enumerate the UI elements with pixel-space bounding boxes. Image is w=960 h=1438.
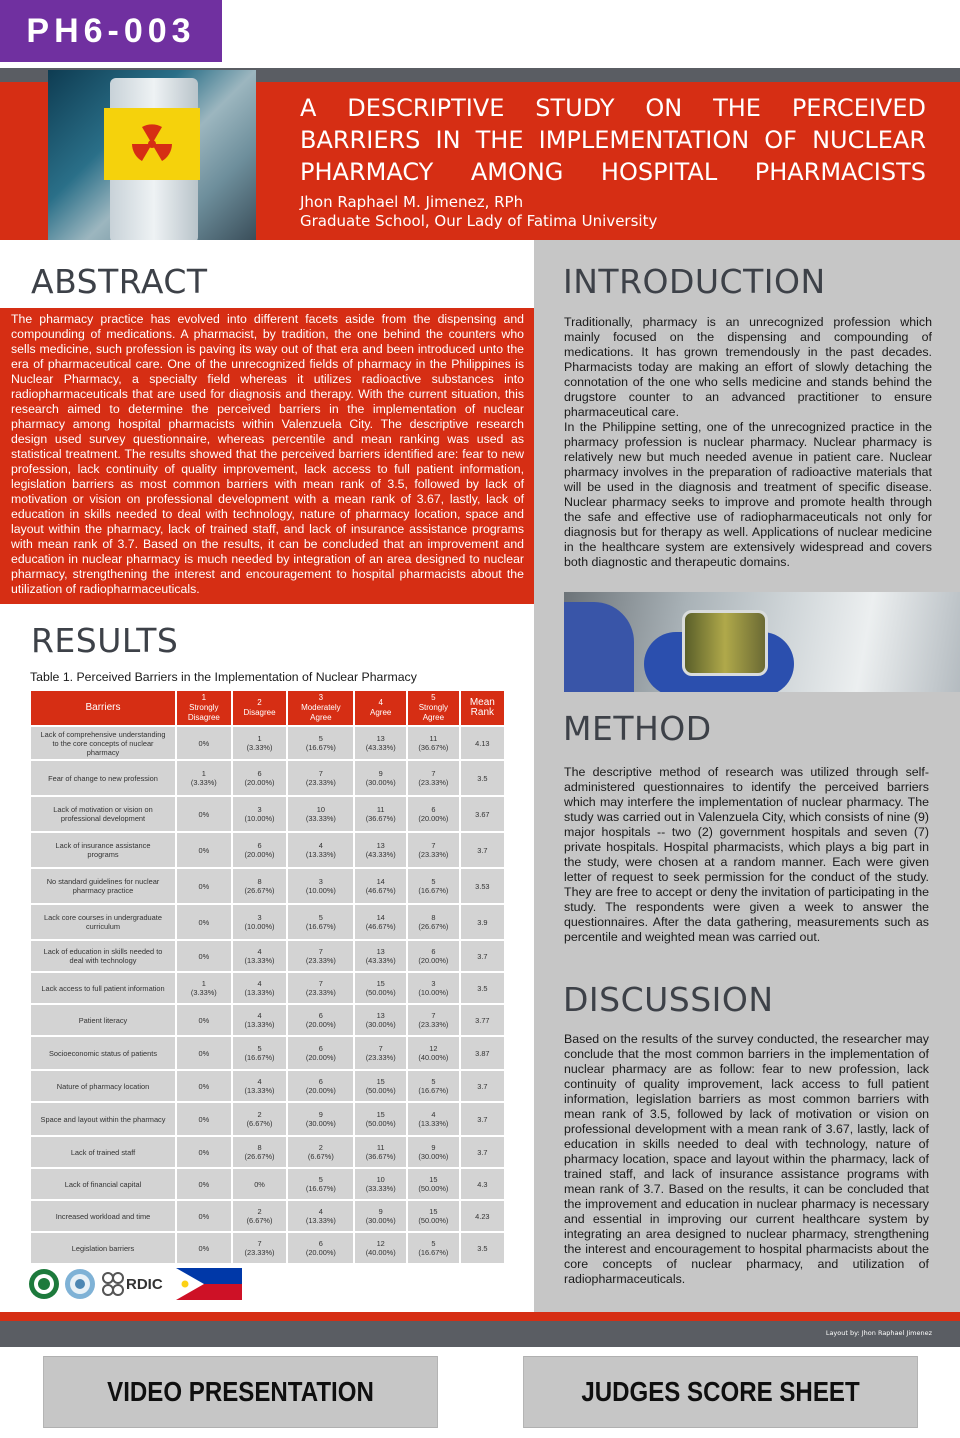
table-row	[31, 869, 504, 903]
barrier-name-cell: Increased workload and time	[31, 1201, 175, 1231]
response-cell: 0%	[177, 1005, 231, 1035]
table-row	[31, 1137, 504, 1167]
mean-rank-cell: 3.5	[461, 1233, 504, 1263]
response-cell: 1 (3.33%)	[177, 973, 231, 1003]
response-cell: 5 (16.67%)	[408, 1233, 459, 1263]
response-cell: 9 (30.00%)	[408, 1137, 459, 1167]
barrier-name-cell: Lack of education in skills needed to deal with technology	[31, 941, 175, 971]
method-text: The descriptive method of research was utilized through self-administered questionnaires to identify the perceived barriers which may interfere the implementation of nuclear pharmacy. The study was carried out in Valenzuela City, which consists of nine (9) major hospitals -- two (2) government hospitals and seven (7) private hospitals. Hospital pharmacists, which plays a big part in the study, were chosen at a random manner. Each were given letter of request to seek permission for the conduct of the study. They are free to accept or deny the invitation of participating in the study. The respondents were given a week to answer the questionnaires. After the data gathering, measurements such as percentile and weighted mean was carried out.	[564, 765, 929, 944]
header-col-6: Mean Rank	[461, 691, 504, 725]
table-body	[31, 727, 504, 1263]
header-col-3: 3 Moderately Agree	[288, 691, 353, 725]
barrier-name-cell: Lack access to full patient information	[31, 973, 175, 1003]
response-cell: 0%	[177, 1103, 231, 1135]
mean-rank-cell: 3.77	[461, 1005, 504, 1035]
response-cell: 3 (10.00%)	[233, 905, 287, 939]
mean-rank-cell: 3.7	[461, 833, 504, 867]
response-cell: 4 (13.33%)	[288, 833, 353, 867]
mean-rank-cell: 3.7	[461, 941, 504, 971]
barrier-name-cell: Patient literacy	[31, 1005, 175, 1035]
abstract-text: The pharmacy practice has evolved into different facets aside from the dispensing and compounding of medications. A pharmacist, by tradition, the one behind the counters who sells medicine, such profession is paving its way out of that era and been introduced unto the era of pharmaceutical care. One of the unrecognized fields of pharmacy in the Philippines is Nuclear Pharmacy, a specialty field whereas it utilizes radioactive substances into radiopharmaceuticals that are used for diagnosis and therapy. With the current situation, this research aimed to determine the perceived barriers in the implementation of nuclear pharmacy among hospital pharmacists within Valenzuela City. The descriptive research design used survey questionnaire, whereas percentile and mean ranking was used as statistical treatment. The results showed that the perceived barriers identified are: fear to new profession, lack continuity of quality improvement, lack access to full patient information, legislation barriers as most common barriers with mean rank of 3.5, followed by lack of motivation or vision on professional development with a mean rank of 3.67, lastly, lack of education in skills needed to deal with technology, nature of pharmacy location, space and layout within the pharmacy, lack of trained staff, and lack of insurance assistance programs with mean rank of 3.7. Based on the results, it can be concluded that an improvement and education in nuclear pharmacy is much needed by integration of an area designed to nuclear pharmacy, strengthening the interest and encouragement to hospital pharmacists about the utilization of radiopharmaceuticals.	[11, 312, 524, 596]
mean-rank-cell: 3.53	[461, 869, 504, 903]
results-table	[29, 689, 506, 1265]
discussion-heading: DISCUSSION	[563, 980, 774, 1019]
table-row	[31, 973, 504, 1003]
response-cell: 4 (13.33%)	[233, 941, 287, 971]
logo-strip	[28, 1266, 248, 1302]
table-row	[31, 905, 504, 939]
response-cell: 0%	[177, 941, 231, 971]
response-cell: 2 (6.67%)	[233, 1201, 287, 1231]
response-cell: 0%	[177, 905, 231, 939]
barrier-name-cell: Lack of motivation or vision on professional development	[31, 797, 175, 831]
table-row	[31, 1103, 504, 1135]
header-col-4: 4 Agree	[355, 691, 406, 725]
response-cell: 6 (20.00%)	[233, 761, 287, 795]
method-heading: METHOD	[563, 709, 712, 748]
table-caption: Table 1. Perceived Barriers in the Implementation of Nuclear Pharmacy	[30, 670, 417, 684]
philippine-flag-icon	[176, 1268, 242, 1300]
response-cell: 5 (16.67%)	[408, 869, 459, 903]
introduction-text: Traditionally, pharmacy is an unrecognized profession which mainly focused on the dispensing and compounding of medications. It has grown tremendously in the past decades. Pharmacists today are making an effort of slowly detaching the connotation of the one who sells medicine and stands behind the drugstore counter to an advanced practitioner to ensure pharmaceutical care. In the Philippine setting, one of the unrecognized practice in the pharmacy profession is nuclear pharmacy. Nuclear pharmacy is relatively new but much needed avenue in patient care. Nuclear pharmacy involves in the preparation of radioactive materials that will be used in the diagnosis and treatment of specific disease. Nuclear pharmacy seeks to improve and promote health through the safe and effective use of radiopharmaceuticals not only for diagnosis but for therapy as well. Applications of nuclear medicine in the healthcare system are extensively widespread and covers both diagnostic and therapeutic domains.	[564, 315, 932, 569]
response-cell: 8 (26.67%)	[233, 1137, 287, 1167]
response-cell: 6 (20.00%)	[408, 941, 459, 971]
response-cell: 4 (13.33%)	[288, 1201, 353, 1231]
footer-grey-bar	[0, 1321, 960, 1347]
results-heading: RESULTS	[31, 621, 179, 660]
table-row	[31, 833, 504, 867]
response-cell: 4 (13.33%)	[233, 1071, 287, 1101]
table-row	[31, 941, 504, 971]
response-cell: 0%	[177, 869, 231, 903]
table-row	[31, 761, 504, 795]
barrier-name-cell: Socioeconomic status of patients	[31, 1037, 175, 1069]
rdic-logo	[103, 1273, 163, 1295]
response-cell: 7 (23.33%)	[408, 1005, 459, 1035]
sponsor-logos	[28, 1266, 248, 1302]
response-cell: 7 (23.33%)	[408, 833, 459, 867]
response-cell: 4 (13.33%)	[233, 973, 287, 1003]
response-cell: 5 (16.67%)	[288, 727, 353, 759]
school-seal-logo	[29, 1269, 59, 1299]
mean-rank-cell: 3.87	[461, 1037, 504, 1069]
mean-rank-cell: 4.13	[461, 727, 504, 759]
response-cell: 0%	[233, 1169, 287, 1199]
response-cell: 11 (36.67%)	[355, 1137, 406, 1167]
table-row	[31, 1037, 504, 1069]
response-cell: 0%	[177, 1137, 231, 1167]
response-cell: 0%	[177, 727, 231, 759]
table-row	[31, 1169, 504, 1199]
response-cell: 0%	[177, 1169, 231, 1199]
barrier-name-cell: Fear of change to new profession	[31, 761, 175, 795]
response-cell: 6 (20.00%)	[288, 1233, 353, 1263]
response-cell: 12 (40.00%)	[355, 1233, 406, 1263]
response-cell: 13 (43.33%)	[355, 727, 406, 759]
response-cell: 6 (20.00%)	[408, 797, 459, 831]
response-cell: 2 (6.67%)	[233, 1103, 287, 1135]
response-cell: 0%	[177, 1233, 231, 1263]
response-cell: 9 (30.00%)	[355, 761, 406, 795]
response-cell: 0%	[177, 1201, 231, 1231]
poster-id: PH6-003	[26, 11, 196, 50]
author-name: Jhon Raphael M. Jimenez, RPh	[300, 193, 524, 211]
header-col-2: 2 Disagree	[233, 691, 287, 725]
discussion-text: Based on the results of the survey conducted, the researcher may conclude that the most common barriers in the implementation of nuclear pharmacy are as follow: fear to new profession, lack continuity of quality improvement, lack access to full patient information, legislation barriers as most common barriers with mean rank of 3.5, followed by lack of motivation or vision on professional development with a mean rank of 3.67, lastly, lack of education in skills needed to deal with technology, nature of pharmacy location, space and layout within the pharmacy, lack of trained staff, and lack of insurance assistance programs with mean rank of 3.7. Based on the results, it can be concluded that the improvement and education in nuclear pharmacy is necessary and essential in improving our current healthcare system by integrating an area designed to nuclear pharmacy, strengthening the interest and encouragement to hospital pharmacists about the core concepts of nuclear pharmacy, and utilization of radiopharmaceuticals.	[564, 1032, 929, 1286]
response-cell: 13 (30.00%)	[355, 1005, 406, 1035]
response-cell: 13 (43.33%)	[355, 941, 406, 971]
lab-vial-photo	[564, 592, 960, 692]
mean-rank-cell: 3.7	[461, 1137, 504, 1167]
response-cell: 15 (50.00%)	[355, 973, 406, 1003]
response-cell: 5 (16.67%)	[288, 1169, 353, 1199]
response-cell: 13 (43.33%)	[355, 833, 406, 867]
response-cell: 4 (13.33%)	[233, 1005, 287, 1035]
response-cell: 6 (20.00%)	[288, 1005, 353, 1035]
response-cell: 0%	[177, 1071, 231, 1101]
response-cell: 5 (16.67%)	[408, 1071, 459, 1101]
video-presentation-button[interactable]: VIDEO PRESENTATION	[43, 1356, 438, 1428]
response-cell: 7 (23.33%)	[233, 1233, 287, 1263]
response-cell: 14 (46.67%)	[355, 905, 406, 939]
response-cell: 3 (10.00%)	[233, 797, 287, 831]
barrier-name-cell: No standard guidelines for nuclear pharmacy practice	[31, 869, 175, 903]
poster-title: A DESCRIPTIVE STUDY ON THE PERCEIVED BARRIERS IN THE IMPLEMENTATION OF NUCLEAR PHARMACY AMONG HOSPITAL PHARMACISTS	[300, 94, 926, 186]
table-row	[31, 797, 504, 831]
author-affiliation: Graduate School, Our Lady of Fatima University	[300, 212, 658, 230]
response-cell: 7 (23.33%)	[288, 941, 353, 971]
response-cell: 3 (10.00%)	[408, 973, 459, 1003]
introduction-heading: INTRODUCTION	[563, 262, 826, 301]
response-cell: 7 (23.33%)	[288, 761, 353, 795]
response-cell: 4 (13.33%)	[408, 1103, 459, 1135]
mean-rank-cell: 4.23	[461, 1201, 504, 1231]
table-header-row	[31, 691, 504, 725]
response-cell: 15 (50.00%)	[355, 1103, 406, 1135]
abstract-heading: ABSTRACT	[31, 262, 208, 301]
response-cell: 2 (6.67%)	[288, 1137, 353, 1167]
rdic-logo-text: RDIC	[126, 1276, 163, 1293]
response-cell: 7 (23.33%)	[288, 973, 353, 1003]
table-row	[31, 727, 504, 759]
judges-score-sheet-button[interactable]: JUDGES SCORE SHEET	[523, 1356, 918, 1428]
mean-rank-cell: 3.5	[461, 973, 504, 1003]
response-cell: 9 (30.00%)	[288, 1103, 353, 1135]
response-cell: 6 (20.00%)	[233, 833, 287, 867]
response-cell: 1 (3.33%)	[177, 761, 231, 795]
header-col-5: 5 Strongly Agree	[408, 691, 459, 725]
response-cell: 7 (23.33%)	[355, 1037, 406, 1069]
table-row	[31, 1233, 504, 1263]
mean-rank-cell: 3.9	[461, 905, 504, 939]
response-cell: 1 (3.33%)	[233, 727, 287, 759]
layout-credit: Layout by: Jhon Raphael Jimenez	[825, 1329, 932, 1337]
college-seal-logo	[65, 1269, 95, 1299]
response-cell: 15 (50.00%)	[408, 1201, 459, 1231]
response-cell: 6 (20.00%)	[288, 1037, 353, 1069]
table-row	[31, 1005, 504, 1035]
header-barriers: Barriers	[31, 691, 175, 725]
response-cell: 15 (50.00%)	[408, 1169, 459, 1199]
footer-red-bar	[0, 1312, 960, 1321]
mean-rank-cell: 3.7	[461, 1071, 504, 1101]
table-row	[31, 1071, 504, 1101]
response-cell: 10 (33.33%)	[355, 1169, 406, 1199]
radioactive-vial-photo	[48, 70, 256, 240]
barrier-name-cell: Nature of pharmacy location	[31, 1071, 175, 1101]
barrier-name-cell: Lack of insurance assistance programs	[31, 833, 175, 867]
barrier-name-cell: Lack core courses in undergraduate curriculum	[31, 905, 175, 939]
response-cell: 11 (36.67%)	[408, 727, 459, 759]
response-cell: 0%	[177, 797, 231, 831]
response-cell: 6 (20.00%)	[288, 1071, 353, 1101]
response-cell: 8 (26.67%)	[233, 869, 287, 903]
header-col-1: 1 Strongly Disagree	[177, 691, 231, 725]
barrier-name-cell: Lack of comprehensive understanding to the core concepts of nuclear pharmacy	[31, 727, 175, 759]
table-row	[31, 1201, 504, 1231]
response-cell: 0%	[177, 1037, 231, 1069]
response-cell: 5 (16.67%)	[288, 905, 353, 939]
response-cell: 12 (40.00%)	[408, 1037, 459, 1069]
mean-rank-cell: 3.7	[461, 1103, 504, 1135]
response-cell: 11 (36.67%)	[355, 797, 406, 831]
response-cell: 7 (23.33%)	[408, 761, 459, 795]
mean-rank-cell: 3.5	[461, 761, 504, 795]
response-cell: 0%	[177, 833, 231, 867]
barrier-name-cell: Lack of financial capital	[31, 1169, 175, 1199]
barrier-name-cell: Lack of trained staff	[31, 1137, 175, 1167]
response-cell: 9 (30.00%)	[355, 1201, 406, 1231]
mean-rank-cell: 4.3	[461, 1169, 504, 1199]
response-cell: 5 (16.67%)	[233, 1037, 287, 1069]
response-cell: 10 (33.33%)	[288, 797, 353, 831]
response-cell: 8 (26.67%)	[408, 905, 459, 939]
poster-id-badge	[0, 0, 222, 62]
mean-rank-cell: 3.67	[461, 797, 504, 831]
response-cell: 15 (50.00%)	[355, 1071, 406, 1101]
barrier-name-cell: Legislation barriers	[31, 1233, 175, 1263]
radiation-trefoil-icon	[128, 120, 176, 168]
response-cell: 14 (46.67%)	[355, 869, 406, 903]
barrier-name-cell: Space and layout within the pharmacy	[31, 1103, 175, 1135]
response-cell: 3 (10.00%)	[288, 869, 353, 903]
